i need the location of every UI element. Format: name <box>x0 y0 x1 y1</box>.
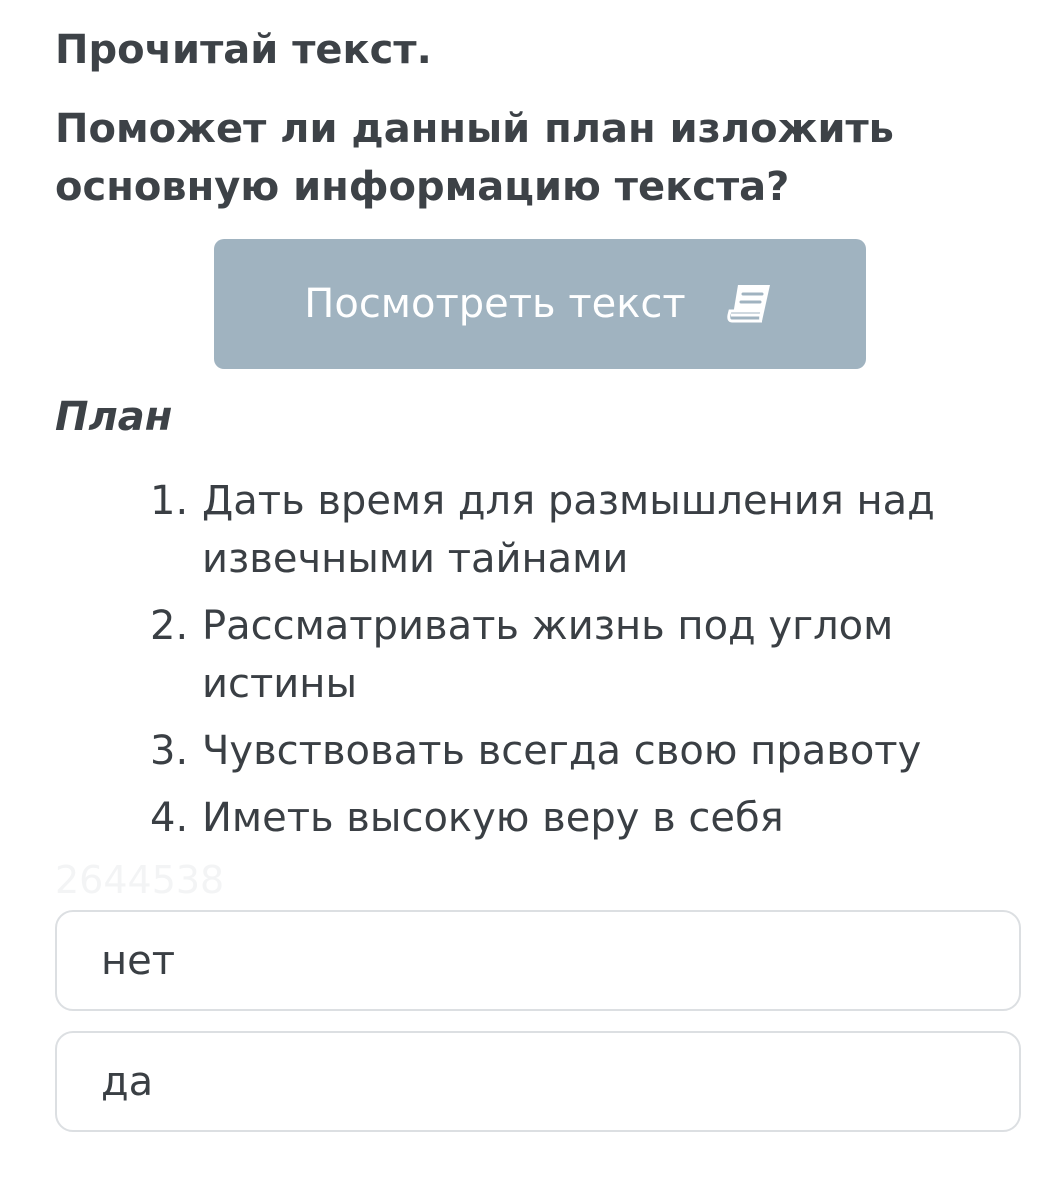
plan-item <box>150 597 970 713</box>
plan-item-number: 2. <box>150 603 189 649</box>
answer-option-no[interactable] <box>55 910 1021 1011</box>
task-question: Поможет ли данный план изложить основную информацию текста? <box>55 106 894 210</box>
plan-item-text: Чувствовать всегда свою правоту <box>202 728 922 774</box>
plan-item-text: Иметь высокую веру в себя <box>202 795 784 841</box>
plan-item <box>150 472 970 588</box>
view-text-button-label: Посмотреть текст <box>304 281 686 327</box>
plan-item <box>150 789 970 847</box>
plan-item-text: Рассматривать жизнь под углом истины <box>202 603 894 707</box>
book-icon <box>726 281 776 327</box>
answer-option-label: нет <box>101 937 176 984</box>
task-instruction: Прочитай текст. <box>55 27 432 73</box>
plan-list <box>150 472 970 856</box>
plan-item-number: 4. <box>150 795 189 841</box>
plan-item-text: Дать время для размышления над извечными тайнами <box>202 478 935 582</box>
task-content <box>55 22 1025 1105</box>
plan-item <box>150 722 970 780</box>
plan-item-number: 3. <box>150 728 189 774</box>
plan-item-number: 1. <box>150 478 189 524</box>
plan-title: План <box>55 394 173 440</box>
answer-option-label: да <box>101 1058 154 1105</box>
answer-option-yes[interactable] <box>55 1031 1021 1132</box>
watermark-id: 2644538 <box>55 858 225 902</box>
view-text-button[interactable] <box>214 239 866 369</box>
